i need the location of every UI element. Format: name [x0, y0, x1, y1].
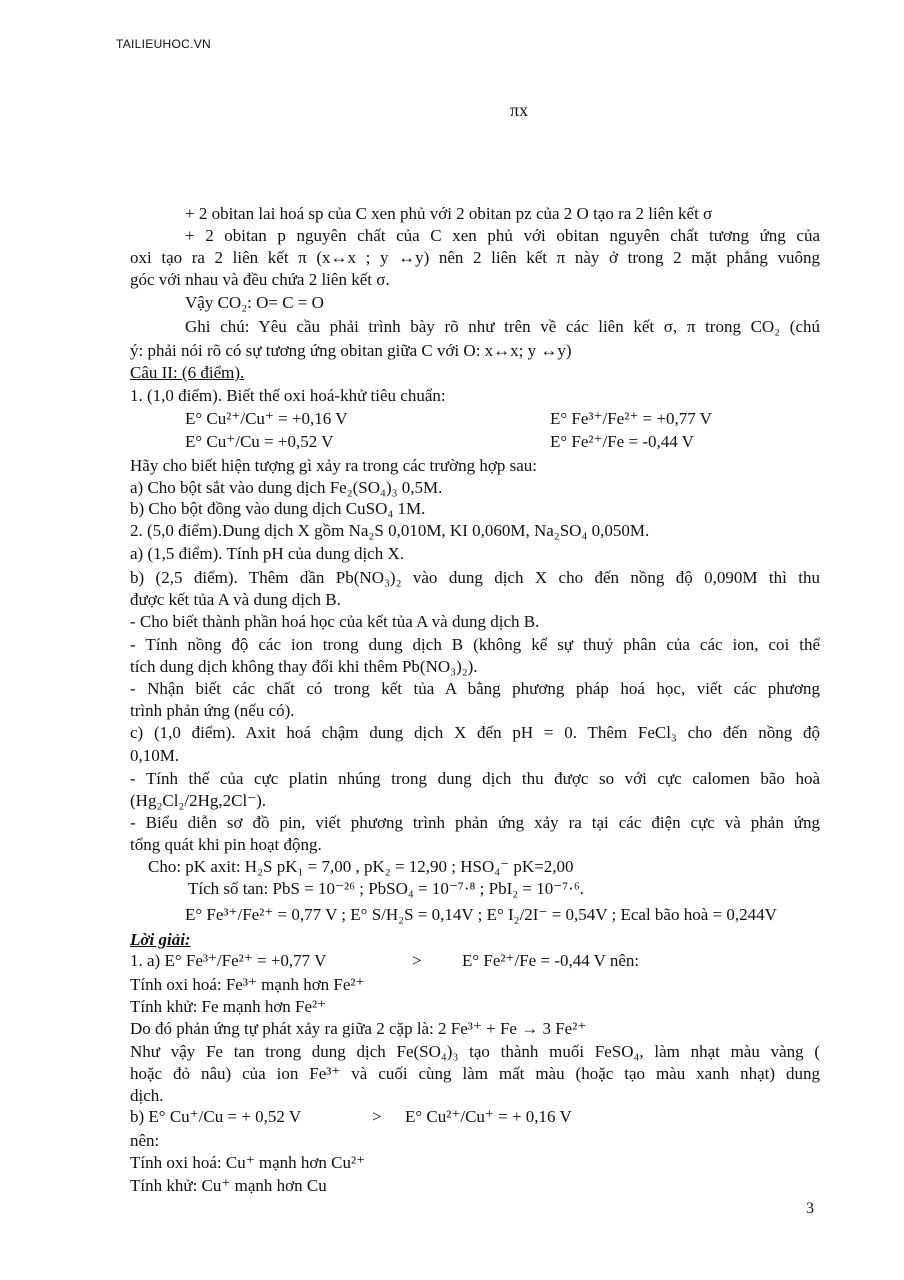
text-line: b) (2,5 điểm). Thêm dần Pb(NO₃)₂ vào dung dịch X cho đến nồng độ 0,090M thì thu — [130, 568, 820, 587]
text-line: - Tính nồng độ các ion trong dung dịch B (không kể sự thuỷ phân của các ion, coi thể — [130, 635, 820, 654]
text-line: tích dung dịch không thay đổi khi thêm Pb(NO₃)₂). — [130, 657, 478, 676]
text-line: dịch. — [130, 1086, 164, 1105]
text-line: Vậy CO₂: O= C = O — [185, 293, 324, 312]
section-heading: Câu II: (6 điểm). — [130, 363, 245, 382]
solution-1b-right: E° Cu²⁺/Cu⁺ = + 0,16 V — [405, 1107, 572, 1126]
solution-1b-left: b) E° Cu⁺/Cu = + 0,52 V — [130, 1107, 302, 1126]
greater-than: > — [412, 951, 422, 970]
text-line: - Cho biết thành phần hoá học của kết tủa A và dung dịch B. — [130, 612, 540, 631]
text-line: hoặc đỏ nâu) của ion Fe³⁺ và cuối cùng làm mất màu (hoặc tạo màu xanh nhạt) dung — [130, 1064, 820, 1083]
text-line: Tính oxi hoá: Cu⁺ mạnh hơn Cu²⁺ — [130, 1153, 366, 1172]
text-line: nên: — [130, 1131, 160, 1150]
text-line: trình phản ứng (nếu có). — [130, 701, 295, 720]
potential-fe3-fe2: E° Fe³⁺/Fe²⁺ = +0,77 V — [550, 409, 712, 428]
text-line: + 2 obitan p nguyên chất của C xen phủ với obitan nguyên chất tương ứng của — [185, 226, 820, 245]
text-line: a) Cho bột sắt vào dung dịch Fe₂(SO₄)₃ 0,5M. — [130, 478, 443, 497]
text-line: (Hg₂Cl₂/2Hg,2Cl⁻). — [130, 791, 267, 810]
potential-fe2-fe: E° Fe²⁺/Fe = -0,44 V — [550, 432, 694, 451]
text-line: Tính khử: Fe mạnh hơn Fe²⁺ — [130, 997, 327, 1016]
text-line: góc với nhau và đều chứa 2 liên kết σ. — [130, 270, 390, 289]
text-line: Như vậy Fe tan trong dung dịch Fe(SO₄)₃ tạo thành muối FeSO₄, làm nhạt màu vàng ( — [130, 1042, 820, 1061]
solution-heading: Lời giải: — [130, 930, 191, 949]
text-line: - Nhận biết các chất có trong kết tủa A bằng phương pháp hoá học, viết các phương — [130, 679, 820, 698]
text-line: Tích số tan: PbS = 10⁻²⁶ ; PbSO₄ = 10⁻⁷·⁸ ; PbI₂ = 10⁻⁷·⁶. — [188, 879, 585, 898]
text-line: Tính oxi hoá: Fe³⁺ mạnh hơn Fe²⁺ — [130, 975, 365, 994]
text-line: Cho: pK axit: H₂S pK₁ = 7,00 , pK₂ = 12,90 ; HSO₄⁻ pK=2,00 — [148, 857, 574, 876]
potential-cu2-cu1: E° Cu²⁺/Cu⁺ = +0,16 V — [185, 409, 348, 428]
text-line: tổng quát khi pin hoạt động. — [130, 835, 322, 854]
text-line: Do đó phản ứng tự phát xảy ra giữa 2 cặp là: 2 Fe³⁺ + Fe → 3 Fe²⁺ — [130, 1019, 587, 1038]
text-line: c) (1,0 điểm). Axit hoá chậm dung dịch X đến pH = 0. Thêm FeCl₃ cho đến nồng độ — [130, 723, 820, 742]
text-line: 1. (1,0 điểm). Biết thế oxi hoá-khử tiêu chuẩn: — [130, 386, 446, 405]
text-line: Ghi chú: Yêu cầu phải trình bày rõ như trên về các liên kết σ, π trong CO₂ (chú — [185, 317, 820, 336]
potential-cu1-cu: E° Cu⁺/Cu = +0,52 V — [185, 432, 334, 451]
text-line: 0,10M. — [130, 746, 180, 765]
greater-than: > — [372, 1107, 382, 1126]
text-line: oxi tạo ra 2 liên kết π (x↔x ; y ↔y) nên 2 liên kết π này ở trong 2 mặt phẳng vuông — [130, 248, 820, 267]
text-line: - Tính thế của cực platin nhúng trong dung dịch thu được so với cực calomen bão hoà — [130, 769, 820, 788]
text-line: b) Cho bột đồng vào dung dịch CuSO₄ 1M. — [130, 499, 426, 518]
text-line: - Biểu diễn sơ đồ pin, viết phương trình phản ứng xảy ra tại các điện cực và phản ứng — [130, 813, 820, 832]
text-line: ý: phải nói rõ có sự tương ứng obitan giữa C với O: x↔x; y ↔y) — [130, 341, 572, 360]
text-line: a) (1,5 điểm). Tính pH của dung dịch X. — [130, 544, 404, 563]
page-number: 3 — [806, 1200, 814, 1217]
text-line: được kết tủa A và dung dịch B. — [130, 590, 341, 609]
text-line: 2. (5,0 điểm).Dung dịch X gồm Na₂S 0,010M, KI 0,060M, Na₂SO₄ 0,050M. — [130, 521, 650, 540]
text-line: E° Fe³⁺/Fe²⁺ = 0,77 V ; E° S/H₂S = 0,14V ; E° I₂/2I⁻ = 0,54V ; Ecal bão hoà = 0,244V — [185, 905, 777, 924]
text-line: Hãy cho biết hiện tượng gì xảy ra trong các trường hợp sau: — [130, 456, 538, 475]
site-header: TAILIEUHOC.VN — [116, 37, 212, 51]
text-line: Tính khử: Cu⁺ mạnh hơn Cu — [130, 1176, 327, 1195]
text-line: + 2 obitan lai hoá sp của C xen phủ với 2 obitan pz của 2 O tạo ra 2 liên kết σ — [185, 204, 713, 223]
solution-1a-left: 1. a) E° Fe³⁺/Fe²⁺ = +0,77 V — [130, 951, 327, 970]
solution-1a-right: E° Fe²⁺/Fe = -0,44 V nên: — [462, 951, 640, 970]
pi-x-symbol: πx — [510, 100, 529, 120]
